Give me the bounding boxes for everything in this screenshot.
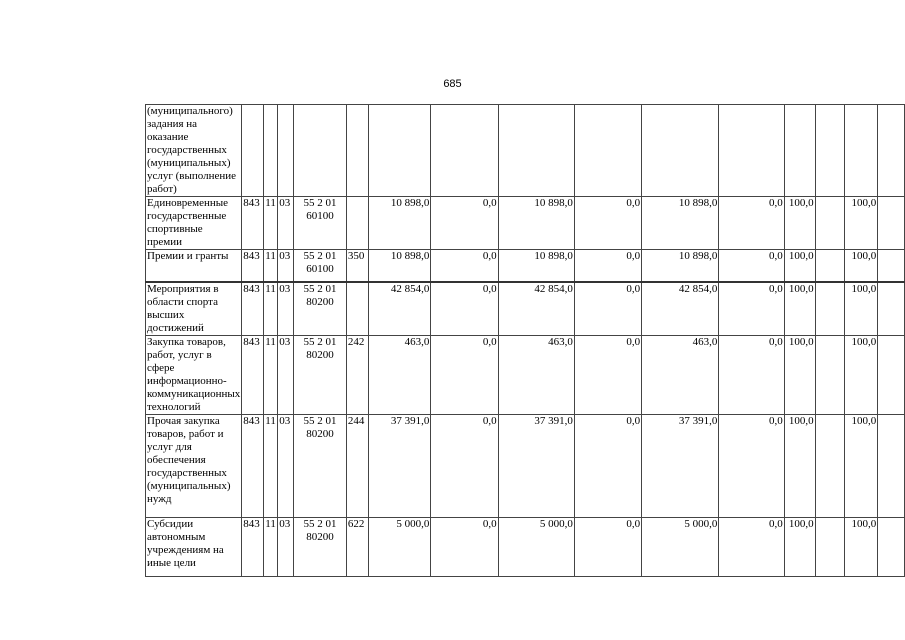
row-blank-1 bbox=[815, 335, 845, 414]
row-value-5: 5 000,0 bbox=[642, 517, 719, 576]
row-value-3: 5 000,0 bbox=[498, 517, 574, 576]
row-blank-2 bbox=[878, 414, 905, 517]
row-section: 11 bbox=[264, 335, 278, 414]
row-percent-1: 100,0 bbox=[784, 414, 815, 517]
row-name: (муниципального) задания на оказание государственных (муниципальных) услуг (выполнение работ) bbox=[146, 105, 242, 197]
row-subsection: 03 bbox=[278, 197, 294, 250]
row-blank-2 bbox=[878, 105, 905, 197]
row-value-1: 10 898,0 bbox=[368, 250, 431, 282]
row-value-6: 0,0 bbox=[719, 250, 784, 282]
row-subsection bbox=[278, 105, 294, 197]
row-value-2 bbox=[431, 105, 498, 197]
row-admin-code: 843 bbox=[242, 517, 264, 576]
row-value-4: 0,0 bbox=[574, 282, 641, 336]
row-blank-1 bbox=[815, 250, 845, 282]
row-value-2: 0,0 bbox=[431, 517, 498, 576]
row-admin-code: 843 bbox=[242, 282, 264, 336]
row-name: Премии и гранты bbox=[146, 250, 242, 282]
row-subsection: 03 bbox=[278, 282, 294, 336]
row-value-3: 463,0 bbox=[498, 335, 574, 414]
row-value-4: 0,0 bbox=[574, 250, 641, 282]
row-section bbox=[264, 105, 278, 197]
row-expense-type bbox=[346, 197, 368, 250]
row-percent-2: 100,0 bbox=[845, 282, 878, 336]
row-percent-1: 100,0 bbox=[784, 197, 815, 250]
row-value-2: 0,0 bbox=[431, 335, 498, 414]
row-target-article: 55 2 01 80200 bbox=[294, 414, 347, 517]
row-admin-code: 843 bbox=[242, 414, 264, 517]
row-percent-1: 100,0 bbox=[784, 282, 815, 336]
row-value-1: 5 000,0 bbox=[368, 517, 431, 576]
row-name: Закупка товаров, работ, услуг в сфере информационно-коммуникационных технологий bbox=[147, 335, 241, 413]
row-target-article: 55 2 01 80200 bbox=[294, 335, 347, 414]
row-percent-2 bbox=[845, 105, 878, 197]
row-percent-1 bbox=[784, 105, 815, 197]
row-percent-2: 100,0 bbox=[845, 197, 878, 250]
row-name: Прочая закупка товаров, работ и услуг для обеспечения государственных (муниципальных) нужд bbox=[146, 414, 242, 517]
row-value-1: 37 391,0 bbox=[368, 414, 431, 517]
row-blank-2 bbox=[878, 335, 905, 414]
row-value-2: 0,0 bbox=[431, 197, 498, 250]
row-value-1: 10 898,0 bbox=[368, 197, 431, 250]
row-section: 11 bbox=[264, 250, 278, 282]
row-subsection: 03 bbox=[278, 517, 294, 576]
row-value-3: 10 898,0 bbox=[498, 197, 574, 250]
row-value-5: 463,0 bbox=[642, 335, 719, 414]
table-row bbox=[146, 250, 905, 282]
row-target-article: 55 2 01 60100 bbox=[294, 197, 347, 250]
row-expense-type: 244 bbox=[346, 414, 368, 517]
table-row bbox=[146, 282, 905, 336]
budget-table bbox=[145, 104, 905, 577]
row-value-6: 0,0 bbox=[719, 335, 784, 414]
row-value-1: 42 854,0 bbox=[368, 282, 431, 336]
row-value-6: 0,0 bbox=[719, 282, 784, 336]
table-row bbox=[146, 105, 905, 197]
row-expense-type: 350 bbox=[346, 250, 368, 282]
row-value-6: 0,0 bbox=[719, 517, 784, 576]
row-percent-2: 100,0 bbox=[845, 517, 878, 576]
row-value-5: 10 898,0 bbox=[642, 197, 719, 250]
row-blank-1 bbox=[815, 282, 845, 336]
row-blank-2 bbox=[878, 250, 905, 282]
row-value-3: 42 854,0 bbox=[498, 282, 574, 336]
row-blank-1 bbox=[815, 517, 845, 576]
row-percent-1: 100,0 bbox=[784, 335, 815, 414]
row-name: Субсидии автономным учреждениям на иные цели bbox=[146, 517, 242, 576]
row-admin-code bbox=[242, 105, 264, 197]
row-target-article: 55 2 01 80200 bbox=[294, 282, 347, 336]
row-value-6 bbox=[719, 105, 784, 197]
row-value-2: 0,0 bbox=[431, 282, 498, 336]
page-number: 685 bbox=[443, 78, 462, 90]
row-blank-1 bbox=[815, 105, 845, 197]
row-value-5: 37 391,0 bbox=[642, 414, 719, 517]
row-section: 11 bbox=[264, 517, 278, 576]
row-value-3: 37 391,0 bbox=[498, 414, 574, 517]
row-blank-1 bbox=[815, 414, 845, 517]
table-row bbox=[146, 197, 905, 250]
row-subsection: 03 bbox=[278, 414, 294, 517]
row-value-5: 10 898,0 bbox=[642, 250, 719, 282]
row-blank-2 bbox=[878, 282, 905, 336]
row-section: 11 bbox=[264, 414, 278, 517]
row-value-4 bbox=[574, 105, 641, 197]
row-value-6: 0,0 bbox=[719, 197, 784, 250]
row-percent-2: 100,0 bbox=[845, 335, 878, 414]
row-percent-2: 100,0 bbox=[845, 414, 878, 517]
row-admin-code: 843 bbox=[242, 197, 264, 250]
row-percent-1: 100,0 bbox=[784, 517, 815, 576]
row-percent-1: 100,0 bbox=[784, 250, 815, 282]
row-section: 11 bbox=[264, 197, 278, 250]
row-value-1: 463,0 bbox=[368, 335, 431, 414]
row-subsection: 03 bbox=[278, 335, 294, 414]
row-value-5: 42 854,0 bbox=[642, 282, 719, 336]
row-blank-2 bbox=[878, 517, 905, 576]
table-row bbox=[146, 517, 905, 576]
row-value-6: 0,0 bbox=[719, 414, 784, 517]
table-row bbox=[146, 414, 905, 517]
row-blank-2 bbox=[878, 197, 905, 250]
row-value-5 bbox=[642, 105, 719, 197]
row-target-article bbox=[294, 105, 347, 197]
row-expense-type: 242 bbox=[346, 335, 368, 414]
row-admin-code: 843 bbox=[242, 250, 264, 282]
row-value-4: 0,0 bbox=[574, 414, 641, 517]
row-blank-1 bbox=[815, 197, 845, 250]
row-expense-type bbox=[346, 105, 368, 197]
row-section: 11 bbox=[264, 282, 278, 336]
row-target-article: 55 2 01 80200 bbox=[294, 517, 347, 576]
row-value-4: 0,0 bbox=[574, 197, 641, 250]
row-percent-2: 100,0 bbox=[845, 250, 878, 282]
row-expense-type: 622 bbox=[346, 517, 368, 576]
row-value-2: 0,0 bbox=[431, 414, 498, 517]
row-value-4: 0,0 bbox=[574, 517, 641, 576]
row-name: Мероприятия в области спорта высших достижений bbox=[146, 282, 242, 336]
row-value-3: 10 898,0 bbox=[498, 250, 574, 282]
row-name: Единовременные государственные спортивные премии bbox=[146, 197, 242, 250]
row-expense-type bbox=[346, 282, 368, 336]
row-value-2: 0,0 bbox=[431, 250, 498, 282]
row-value-4: 0,0 bbox=[574, 335, 641, 414]
row-subsection: 03 bbox=[278, 250, 294, 282]
row-target-article: 55 2 01 60100 bbox=[294, 250, 347, 282]
table-row bbox=[146, 335, 905, 414]
row-admin-code: 843 bbox=[242, 335, 264, 414]
row-value-3 bbox=[498, 105, 574, 197]
row-value-1 bbox=[368, 105, 431, 197]
